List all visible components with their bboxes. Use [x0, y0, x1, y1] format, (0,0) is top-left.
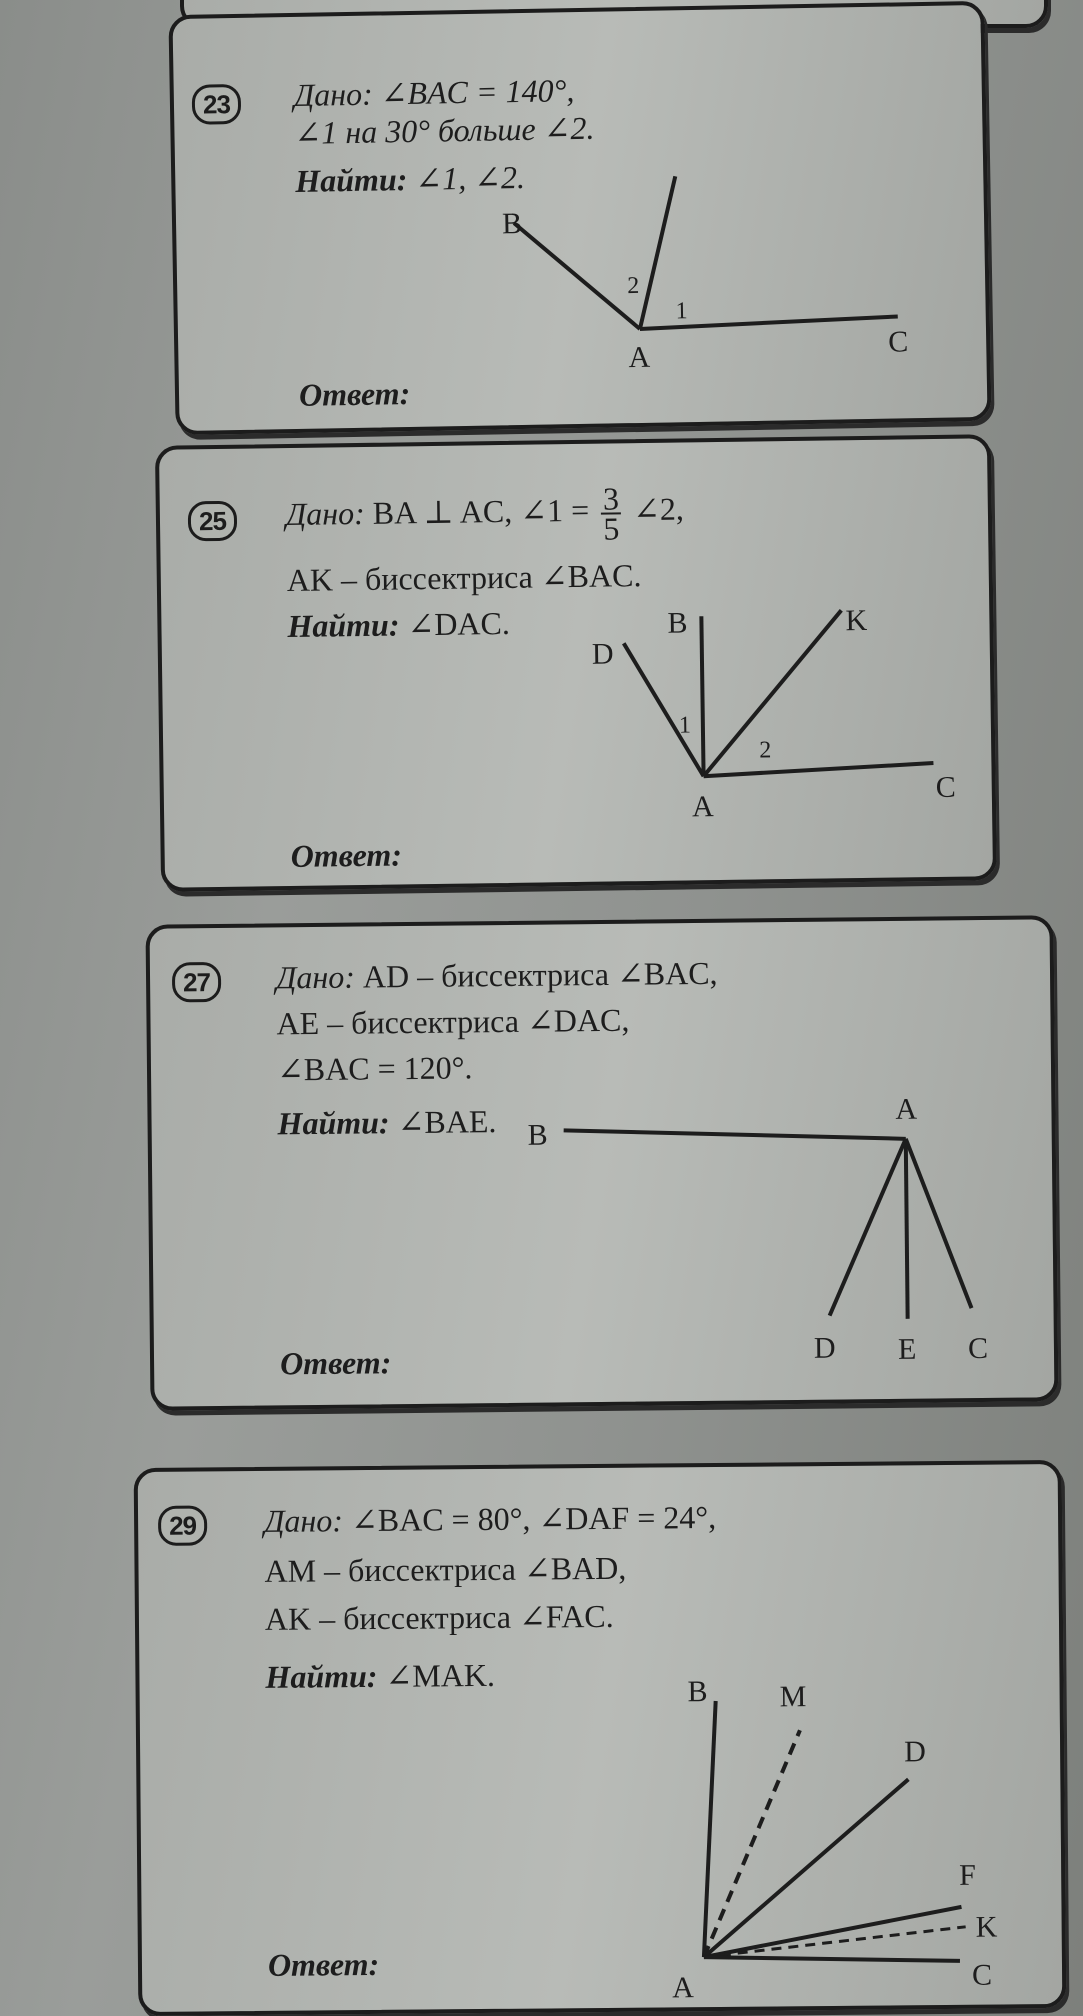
- given-label: Дано:: [263, 1502, 344, 1539]
- label-D: D: [591, 637, 614, 671]
- label-C: C: [887, 325, 909, 359]
- ray-AC: [703, 763, 933, 776]
- answer-label: Ответ:: [298, 374, 411, 413]
- problem-number-badge: 27: [172, 962, 221, 1003]
- figure-23: [172, 5, 987, 431]
- find-label: Найти:: [265, 1657, 378, 1695]
- label-D: D: [903, 1735, 926, 1769]
- ray-AC: [906, 1138, 972, 1309]
- problem-card-25: [155, 434, 997, 892]
- label-A: A: [628, 340, 651, 375]
- find-label: Найти:: [294, 161, 408, 199]
- ray-AD: [624, 642, 704, 777]
- given-line-3: AK – биссектриса ∠FAC.: [264, 1597, 614, 1637]
- problem-card-23: [168, 1, 991, 435]
- label-angle-1: 1: [678, 712, 692, 739]
- ray-AB: [702, 1701, 718, 1957]
- figure-29: [138, 1464, 1063, 2012]
- label-K: K: [845, 603, 868, 638]
- label-B: B: [501, 207, 523, 241]
- answer-label: Ответ:: [279, 1344, 392, 1382]
- given-text: ∠BAC = 80°, ∠DAF = 24°,: [350, 1498, 717, 1539]
- given-label: Дано:: [285, 494, 366, 533]
- find-text: ∠DAC.: [407, 604, 511, 643]
- problem-number-badge: 29: [158, 1505, 207, 1545]
- label-angle-1: 1: [675, 298, 688, 325]
- given-label: Дано:: [275, 958, 356, 996]
- problem-card-27: [145, 915, 1058, 1410]
- label-B: B: [667, 606, 688, 640]
- ray-AB: [701, 616, 703, 776]
- ray-AB: [514, 221, 640, 331]
- find-label: Найти:: [277, 1104, 390, 1142]
- answer-label: Ответ:: [267, 1945, 380, 1983]
- figure-25: [159, 438, 993, 888]
- label-B: B: [687, 1675, 708, 1709]
- find-text: ∠BAE.: [397, 1103, 497, 1141]
- label-angle-2: 2: [626, 272, 640, 300]
- ray-AF: [703, 1907, 961, 1957]
- find-label: Найти:: [287, 606, 400, 645]
- given-line-3: ∠BAC = 120°.: [276, 1049, 473, 1088]
- label-A: A: [895, 1092, 918, 1126]
- label-B: B: [527, 1118, 548, 1152]
- given-text-b: ∠2,: [632, 490, 685, 528]
- find-text: ∠MAK.: [385, 1656, 496, 1694]
- ray-AM: [702, 1730, 802, 1957]
- given-line-2: AM – биссектриса ∠BAD,: [264, 1549, 627, 1589]
- answer-label: Ответ:: [290, 836, 403, 875]
- ray-AD: [702, 1779, 910, 1957]
- find-text: ∠1, ∠2.: [415, 158, 526, 197]
- problem-number-badge: 23: [192, 84, 242, 125]
- ray-AK: [701, 610, 843, 776]
- label-E: E: [897, 1332, 917, 1366]
- fraction-numerator: 3: [602, 480, 620, 517]
- problem-card-29: [134, 1460, 1067, 2016]
- label-angle-2: 2: [759, 737, 772, 764]
- ray-A-middle: [637, 176, 678, 329]
- label-M: M: [779, 1680, 807, 1714]
- given-line-2: AK – биссектриса ∠BAC.: [286, 557, 642, 599]
- label-D: D: [813, 1331, 836, 1365]
- ray-AD: [828, 1139, 908, 1316]
- label-A: A: [691, 790, 714, 824]
- given-text: ∠BAC = 140°,: [380, 72, 575, 112]
- given-text-a: BA ⊥ AC, ∠1 =: [372, 491, 590, 531]
- label-K: K: [975, 1910, 998, 1944]
- label-C: C: [971, 1958, 993, 1992]
- ray-AC: [704, 1955, 960, 1963]
- label-C: C: [935, 770, 957, 804]
- ray-AB: [564, 1127, 906, 1143]
- problem-number-badge: 25: [188, 501, 237, 542]
- label-C: C: [967, 1331, 989, 1366]
- given-text: AD – биссектриса ∠BAC,: [362, 954, 718, 995]
- given-label: Дано:: [293, 75, 374, 113]
- ray-AE: [906, 1139, 908, 1319]
- given-line-2: AE – биссектриса ∠DAC,: [276, 1001, 630, 1042]
- figure-27: [150, 919, 1055, 1406]
- label-A: A: [672, 1971, 694, 2005]
- given-line-2: ∠1 на 30° больше ∠2.: [294, 109, 595, 151]
- label-F: F: [959, 1858, 977, 1892]
- fraction-denominator: 5: [603, 510, 620, 547]
